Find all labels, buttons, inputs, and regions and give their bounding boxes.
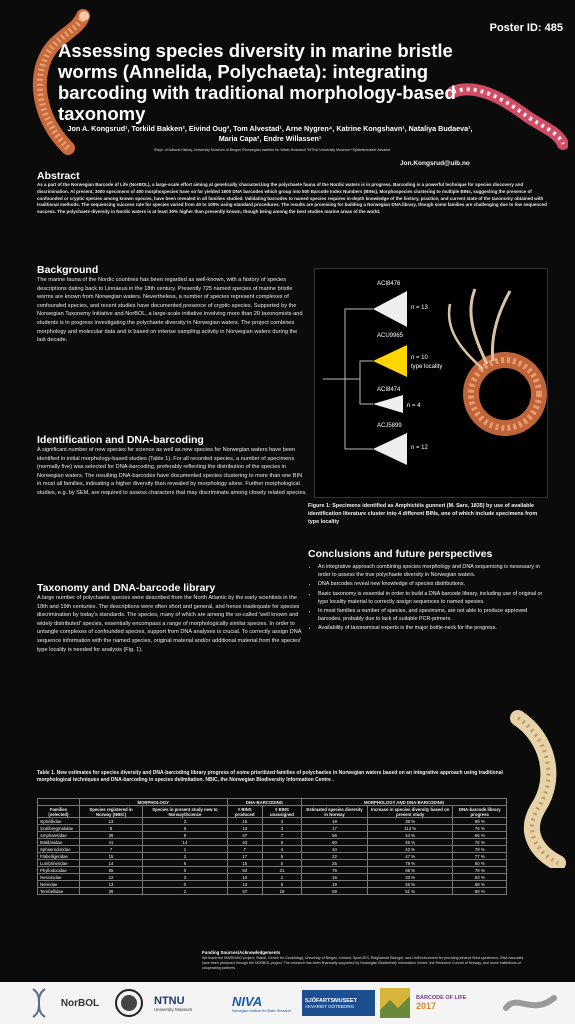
table-cell: 14 xyxy=(79,860,142,867)
table-cell: 19 xyxy=(302,881,368,888)
table-body xyxy=(38,818,507,895)
table-cell: 2 xyxy=(143,888,228,895)
family-name-cell: Phyllodocidae xyxy=(38,867,80,874)
bin-label-1: ACI8476 xyxy=(377,281,401,287)
table-cell: 68 % xyxy=(453,881,507,888)
table-cell: 41 xyxy=(79,839,142,846)
table-cell: 113 % xyxy=(367,825,453,832)
table-cell: 14 xyxy=(143,839,228,846)
niva-name: NIVA xyxy=(232,993,263,1009)
table-cell: 17 xyxy=(302,825,368,832)
table-cell: 5 xyxy=(262,853,301,860)
table-cell: 53 xyxy=(227,867,262,874)
table-cell: 6 xyxy=(262,881,301,888)
bin-count-1: n = 13 xyxy=(411,305,428,311)
table-cell: 59 xyxy=(302,888,368,895)
table-cell: 47 % xyxy=(367,853,453,860)
table-row xyxy=(38,846,507,853)
family-name-cell: Terebellidae xyxy=(38,888,80,895)
table-cell: 2 xyxy=(143,853,228,860)
table-cell: 51 % xyxy=(367,888,453,895)
table-cell: 13 xyxy=(79,881,142,888)
norbol-logo: NorBOL xyxy=(60,997,100,1009)
table-cell: 38 % xyxy=(367,867,453,874)
funding-heading: Funding Sources/Acknowledgements xyxy=(202,950,281,955)
table-cell: 70 % xyxy=(453,846,507,853)
table-cell: 43 xyxy=(227,839,262,846)
table-cell: 47 xyxy=(227,888,262,895)
family-name-cell: Ophelliidae xyxy=(38,818,80,825)
bin-label-3: ACI8474 xyxy=(377,387,401,393)
ntnu-subtitle: University Museum xyxy=(154,1006,193,1012)
table-cell: 5 xyxy=(262,839,301,846)
contact-email[interactable]: Jon.Kongsrud@uib.no xyxy=(400,160,470,167)
table-row xyxy=(38,853,507,860)
worm-logo-image xyxy=(500,987,560,1019)
table-cell: 15 xyxy=(227,860,262,867)
bin-label-4: ACJ5899 xyxy=(377,423,402,429)
conclusions-section xyxy=(308,548,548,634)
table-cell: 70 % xyxy=(453,867,507,874)
table-cell: 0 xyxy=(143,881,228,888)
column-header: Increase in species diversity based on present study xyxy=(367,806,453,818)
family-name-cell: Nereidae xyxy=(38,881,80,888)
table-cell: 76 xyxy=(302,867,368,874)
figure-caption: Figure 1: Specimens identified as Amphictéis gunneri (M. Sars, 1835) by use of available identification literature cluster into 4 different BINs, one of which include specimens from type locality xyxy=(308,503,538,525)
conclusion-item: • DNA barcodes reveal new knowledge of species distributions. xyxy=(318,580,548,588)
conclusion-item: • Availability of taxonomical experts is the major bottle-neck for the progress. xyxy=(318,624,548,632)
group-header-combined: MORPHOLOGY AND DNA-BARCODING xyxy=(302,799,507,806)
funding-text: We thank the MAREANO project, Statoil, Centre for Geobiology, University of Bergen, Iceland, SponGES, Ridgliwinde Biologer, and UniEnvironment for providing ethanol fixed specimens. DNA barcodes have been produced through the NORBOL project. The research has been financially supported by Norwegian Biodiversity Information Centre, the Research Council of Norway, and home institutions of cooperating partners. xyxy=(202,956,524,970)
worm-image-bottom-right xyxy=(508,708,572,868)
table-cell: 18 xyxy=(302,818,368,825)
table-cell: 13 xyxy=(79,818,142,825)
conclusion-item: • An integrative approach combining species morphology and DNA sequencing is necessary in order to assess the true polychaete diversity in Norwegian waters. xyxy=(318,563,548,579)
conclusions-list xyxy=(308,563,548,633)
author-list: Jon A. Kongsrud¹, Torkild Bakken², Eivind Oug³, Tom Alvestad¹, Arne Nygren⁴, Katrine Kongshavn¹, Nataliya Budaeva¹, Maria Capa², Endre Willassen¹ xyxy=(67,124,473,143)
table-cell: 25 xyxy=(302,860,368,867)
table-row xyxy=(38,839,507,846)
background-section xyxy=(37,264,307,345)
poster-title: Assessing species diversity in marine bristle worms (Annelida, Polychaeta): integrating barcoding with traditional morphology-based taxonomy xyxy=(58,40,456,124)
photo-thumbnail xyxy=(378,987,412,1019)
family-name-cell: Lumbrineridae xyxy=(38,860,80,867)
bin-count-2: n = 10 xyxy=(411,355,428,361)
table-cell: 9 xyxy=(143,832,228,839)
family-name-cell: Ampharetidae xyxy=(38,832,80,839)
table-cell: 77 % xyxy=(453,853,507,860)
table-cell: 7 xyxy=(262,832,301,839)
taxonomy-text: A large number of polychaete species were described from the North Atlantic by the early scientists in the 18th and 19th centuries. The descriptions were often short and general, and hence inadequate for species discrimination by today's standards. The species, many of which are among the so-called 'well known and widely distributed' species, essentially encompass a range of morphologically similar species. In order to untangle complexes of confounded species, support from DNA analyses is crucial. To correctly assign DNA sequence information with the named species, original material and/or additional material from the species' type locality is needed for analysis (Fig. 1). xyxy=(37,595,302,653)
table-cell: 39 xyxy=(79,888,142,895)
logo-strip xyxy=(0,982,575,1024)
table-cell: 72 % xyxy=(453,839,507,846)
column-header: DNA-barcode library progress xyxy=(453,806,507,818)
figure-bin-tree xyxy=(314,268,548,498)
family-name-cell: Hesionidae xyxy=(38,874,80,881)
table-cell: 44 % xyxy=(367,832,453,839)
column-header: # BINS produced xyxy=(227,806,262,818)
table-row xyxy=(38,832,507,839)
table-cell: 10 xyxy=(302,846,368,853)
table-row xyxy=(38,867,507,874)
group-header-empty xyxy=(38,799,80,806)
table-cell: 17 xyxy=(227,853,262,860)
table-row xyxy=(38,888,507,895)
bin-label-2: ACU9965 xyxy=(377,333,404,339)
table-cell: 0 xyxy=(143,867,228,874)
table-cell: 16 xyxy=(302,874,368,881)
table-cell: 1 xyxy=(143,846,228,853)
group-header-morphology: MORPHOLOGY xyxy=(79,799,227,806)
table-cell: 39 xyxy=(79,832,142,839)
family-name-cell: Scalibregmatidae xyxy=(38,825,80,832)
table-cell: 56 xyxy=(302,832,368,839)
bin-count-3: n = 4 xyxy=(407,403,421,409)
table-cell: 15 xyxy=(79,853,142,860)
sjofartsmuseet-line2: AKVARIET GÖTEBORG xyxy=(305,1003,355,1009)
table-cell: 5 xyxy=(262,860,301,867)
sjofartsmuseet-line1: SJÖFARTSMUSEET xyxy=(305,997,357,1004)
table-cell: 1 xyxy=(262,874,301,881)
table-cell: 89 % xyxy=(453,818,507,825)
niva-subtitle: Norwegian Institute for Water Research xyxy=(232,1008,292,1013)
table-cell: 18 xyxy=(262,888,301,895)
species-diversity-table xyxy=(37,798,507,895)
conclusion-item: • In most families a number of species, and specimens, are not able to produce approved barcodes, probably due to lack of suitable PCR-primers. xyxy=(318,607,548,623)
column-header: Species in present study new to Norway/Science xyxy=(143,806,228,818)
group-header-barcoding: DNA-BARCODING xyxy=(227,799,301,806)
university-of-bergen-seal xyxy=(112,987,146,1019)
funding-section xyxy=(202,950,532,971)
amphicteis-worm-image xyxy=(449,289,539,428)
table-caption: Table 1. New estimates for species diversity and DNA-barcoding library progress of some prioritized families of polychaetes in Norwegian waters based on an integrative approach using traditional morphological techniques and DNA-barcoding in species delimitation. NBIC, the Norwegian Biodiversity Information Centre . xyxy=(37,770,503,784)
affiliations: ¹Dept. of Natural History, University Museum of Bergen ²Norwegian Institute for Water Research ³NTNU University Museum ⁴Sjöfartsmuseet Akvariet xyxy=(153,148,391,152)
table-row xyxy=(38,825,507,832)
column-header: # BINS unassigned xyxy=(262,806,301,818)
table-cell: 80 % xyxy=(453,888,507,895)
column-header: Families (selected) xyxy=(38,806,80,818)
table-row xyxy=(38,818,507,825)
table-cell: 76 % xyxy=(453,825,507,832)
table-cell: 37 xyxy=(227,832,262,839)
abstract-heading: Abstract xyxy=(37,170,80,182)
table-cell: 16 xyxy=(227,818,262,825)
table-row xyxy=(38,860,507,867)
table-cell: 13 xyxy=(227,881,262,888)
table-cell: 66 % xyxy=(453,832,507,839)
bin-tree-graphic xyxy=(315,269,547,497)
family-name-cell: Maldanidae xyxy=(38,839,80,846)
column-header: Estimated species diversity in Norway xyxy=(302,806,368,818)
table-cell: 60 % xyxy=(453,860,507,867)
taxonomy-section xyxy=(37,582,307,654)
table-cell: 7 xyxy=(227,846,262,853)
background-heading: Background xyxy=(37,264,99,276)
table-cell: 22 xyxy=(302,853,368,860)
identification-section xyxy=(37,434,307,498)
table-cell: 7 xyxy=(79,846,142,853)
table-cell: 43 % xyxy=(367,846,453,853)
background-text: The marine fauna of the Nordic countries has been regarded as well-known, with a history of species descriptions dating back to Linnaeus in the 18th century. Presently 725 named species of marine bristle worms are known from Norwegian waters. Nevertheless, a number of species represent complexes of confounded species, and recent studies have documented presence of cryptic species. Supported by the Norwegian Taxonomy Initiative and NorBOL, a large-scale initiative involving more than 20 taxonomists and students is in progress investigating the polychaete diversity in Norwegian waters. The project combines morphology and molecular data and is based on intense sampling activity in Norwegian waters during the last decade. xyxy=(37,277,303,344)
barcode-of-life-conference-logo xyxy=(416,987,496,1019)
bin-count-4: n = 12 xyxy=(411,445,428,451)
abstract-section xyxy=(37,170,547,216)
conclusions-heading: Conclusions and future perspectives xyxy=(308,548,493,560)
table-cell: 3 xyxy=(262,825,301,832)
table-cell: 46 % xyxy=(367,839,453,846)
table-row xyxy=(38,881,507,888)
table-cell: 2 xyxy=(143,818,228,825)
conclusion-item: • Basic taxonomy is essential in order to build a DNA barcode library, including use of original or type locality material to correctly assign sequences to named species. xyxy=(318,590,548,606)
table-cell: 33 % xyxy=(367,874,453,881)
table-cell: 3 xyxy=(262,818,301,825)
column-header: Species registered in Norway (NBIC) xyxy=(79,806,142,818)
table-cell: 8 xyxy=(79,825,142,832)
taxonomy-heading: Taxonomy and DNA-barcode library xyxy=(37,582,216,594)
table-cell: 3 xyxy=(143,874,228,881)
dna-helix-logo xyxy=(26,987,52,1019)
poster-id: Poster ID: 485 xyxy=(489,22,563,34)
abstract-text: As a part of the Norwegian Barcode of Life (NorBOL), a large-scale effort aiming at genetically characterizing the polychaete fauna of the Nordic waters is in progress. Barcoding is a powerful technique for species discovery and discrimination. At present, 3000 specimens of 400 morphospecies have so far yielded 1600 DNA barcodes which group into 500 Barcode Index Numbers (BINs). Morphospecies clustering to multiple BINs, suggesting the presence of confounded or cryptic species among known species, have been revealed in all families studied. Validating barcodes to named species requires in-depth knowledge of the history, practice, and current state of the taxonomy obtained with traditional methods. The sequencing success rate for species varied from 40 to 100% using standard procedures. The results are promising for building a Norwegian DNA library, though some families are challenging due to low sequenced success. The polychaete diversity in Nordic waters is at least 30% higher than presently known, though being among the best studies marine areas of the world. xyxy=(37,182,547,215)
table-cell: 63 % xyxy=(453,874,507,881)
table-cell: 4 xyxy=(262,846,301,853)
table-cell: 46 % xyxy=(367,881,453,888)
table-cell: 55 xyxy=(79,867,142,874)
sjofartsmuseet-logo xyxy=(302,990,375,1016)
table-cell: 6 xyxy=(143,860,228,867)
ntnu-logo xyxy=(154,987,226,1019)
ntnu-name: NTNU xyxy=(154,994,185,1007)
type-locality-note: type locality xyxy=(411,364,443,370)
identification-heading: Identification and DNA-barcoding xyxy=(37,434,204,446)
conference-year: 2017 xyxy=(416,1001,437,1011)
table-cell: 10 xyxy=(227,874,262,881)
table-cell: 21 xyxy=(262,867,301,874)
family-name-cell: Sphaerodoridae xyxy=(38,846,80,853)
identification-text: A significant number of new species for science as well as new species for Norwegian waters have been identified in initial morphology-based studies (Table 1). For all recorded species, a number of specimens (normally five) was selected for DNA-barcoding, preferably reflecting the distribution of the species in Norwegian waters. The resulting DNA-barcodes have documented species clustering to more than one BIN in most all families, indicating a higher diversity than revealed by morphology alone. Further morphological studies, e.g. by SEM, are required to assess characters that may discriminate among closely related species. xyxy=(37,447,307,496)
barcode-of-life-text: BARCODE OF LIFE xyxy=(416,995,467,1001)
table-cell: 79 % xyxy=(367,860,453,867)
niva-logo xyxy=(232,987,300,1019)
table-cell: 13 xyxy=(227,825,262,832)
table-cell: 60 xyxy=(302,839,368,846)
family-name-cell: Flabelligeridae xyxy=(38,853,80,860)
table-cell: 6 xyxy=(143,825,228,832)
table-row xyxy=(38,874,507,881)
table-cell: 38 % xyxy=(367,818,453,825)
table-cell: 12 xyxy=(79,874,142,881)
